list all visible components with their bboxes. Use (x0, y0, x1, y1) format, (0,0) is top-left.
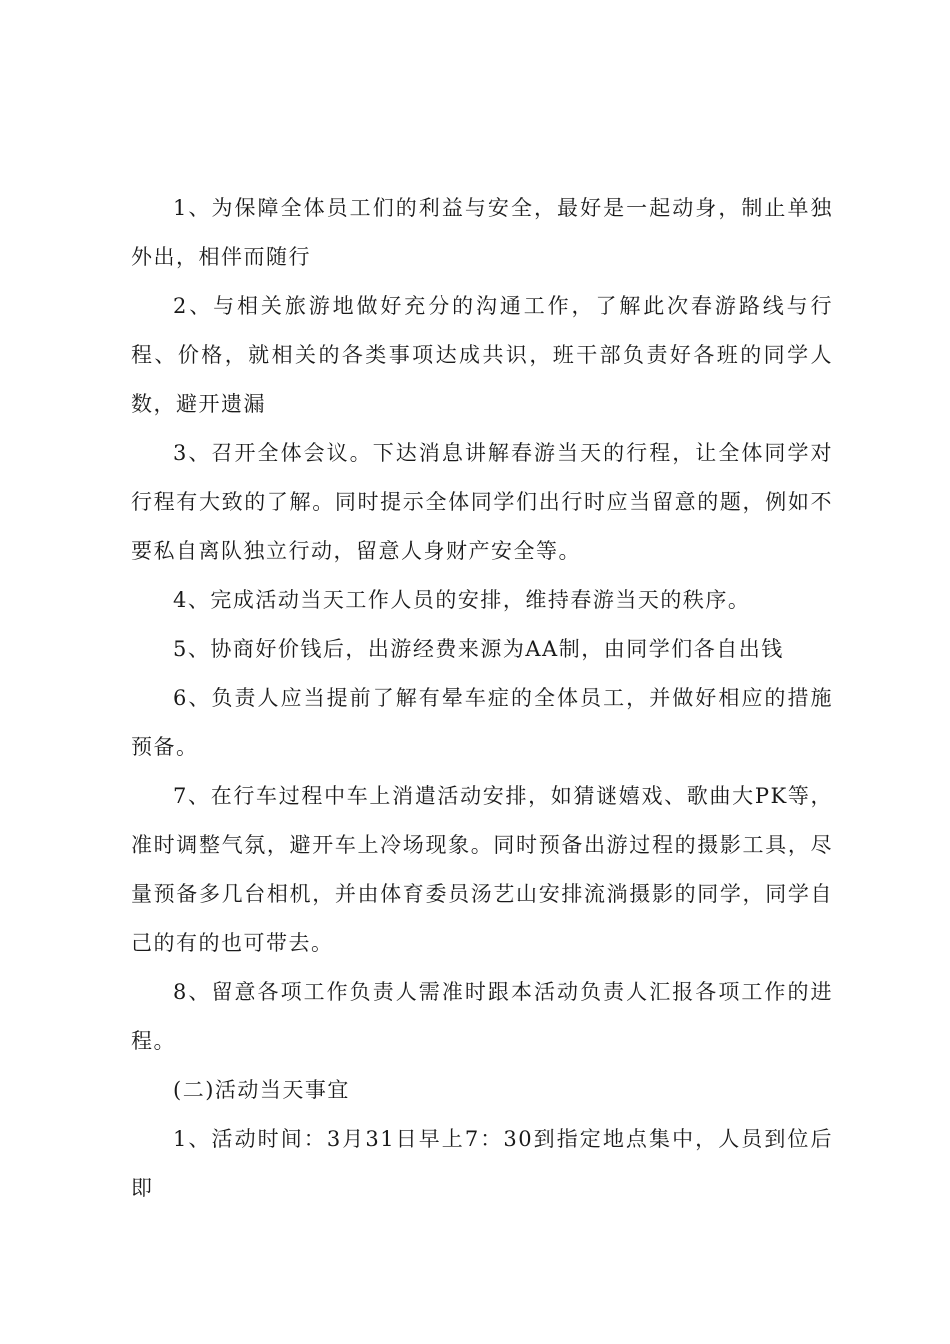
paragraph-6: 6、负责人应当提前了解有晕车症的全体员工，并做好相应的措施预备。 (131, 686, 833, 759)
document-body (131, 184, 833, 1213)
paragraph-7: 7、在行车过程中车上消遣活动安排，如猜谜嬉戏、歌曲大PK等，准时调整气氛，避开车上冷场现象。同时预备出游过程的摄影工具，尽量预备多几台相机，并由体育委员汤艺山安排流淌摄影的同学，同学自己的有的也可带去。 (131, 784, 833, 955)
paragraph-8: 8、留意各项工作负责人需准时跟本活动负责人汇报各项工作的进程。 (131, 980, 833, 1053)
paragraph-4: 4、完成活动当天工作人员的安排，维持春游当天的秩序。 (173, 588, 751, 612)
paragraph-1: 1、为保障全体员工们的利益与安全，最好是一起动身，制止单独外出，相伴而随行 (131, 196, 833, 269)
paragraph-5: 5、协商好价钱后，出游经费来源为AA制，由同学们各自出钱 (173, 637, 784, 661)
paragraph-9: 1、活动时间：3月31日早上7：30到指定地点集中，人员到位后即 (131, 1127, 833, 1200)
section-heading: (二)活动当天事宜 (173, 1078, 350, 1102)
paragraph-2: 2、与相关旅游地做好充分的沟通工作，了解此次春游路线与行程、价格，就相关的各类事项达成共识，班干部负责好各班的同学人数，避开遗漏 (131, 294, 833, 416)
paragraph-3: 3、召开全体会议。下达消息讲解春游当天的行程，让全体同学对行程有大致的了解。同时提示全体同学们出行时应当留意的题，例如不要私自离队独立行动，留意人身财产安全等。 (131, 441, 833, 563)
